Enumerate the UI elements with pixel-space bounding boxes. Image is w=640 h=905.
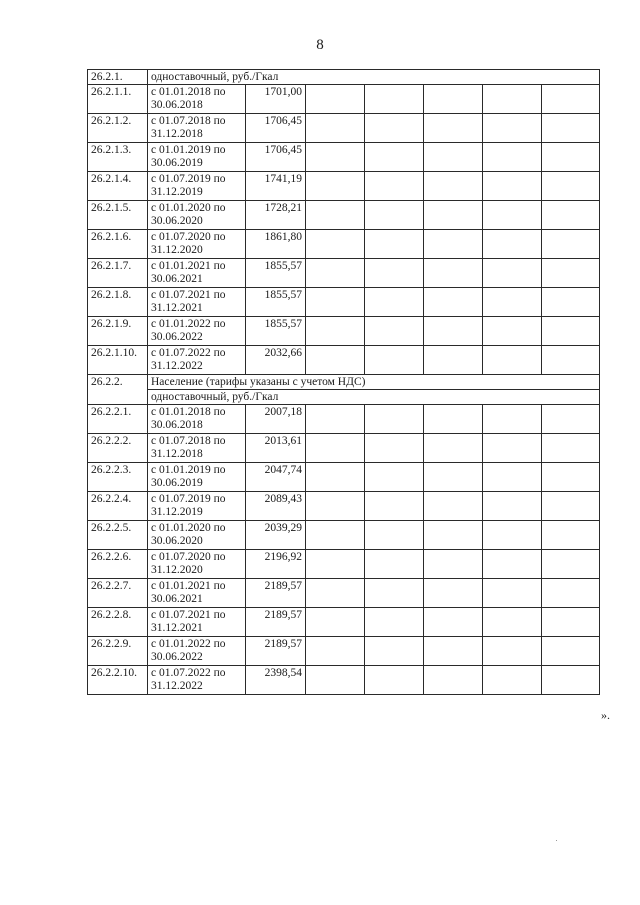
page-number: 8 <box>316 37 324 53</box>
empty-cell <box>424 608 483 637</box>
row-value: 1706,45 <box>246 143 306 172</box>
empty-cell <box>542 85 600 114</box>
row-code: 26.2.2.3. <box>88 463 148 492</box>
empty-cell <box>483 143 542 172</box>
row-period: с 01.01.2019 по 30.06.2019 <box>148 463 246 492</box>
row-period: с 01.07.2020 по 31.12.2020 <box>148 230 246 259</box>
empty-cell <box>424 230 483 259</box>
empty-cell <box>365 317 424 346</box>
table-row <box>88 259 600 288</box>
empty-cell <box>424 346 483 375</box>
group-header-row <box>88 375 600 390</box>
empty-cell <box>424 666 483 695</box>
empty-cell <box>424 637 483 666</box>
empty-cell <box>306 230 365 259</box>
group-code: 26.2.2. <box>88 375 148 405</box>
empty-cell <box>483 666 542 695</box>
table-row <box>88 434 600 463</box>
empty-cell <box>424 405 483 434</box>
row-value: 1701,00 <box>246 85 306 114</box>
row-value: 2007,18 <box>246 405 306 434</box>
empty-cell <box>306 259 365 288</box>
row-code: 26.2.2.9. <box>88 637 148 666</box>
empty-cell <box>483 550 542 579</box>
table-row <box>88 85 600 114</box>
row-code: 26.2.2.10. <box>88 666 148 695</box>
empty-cell <box>424 579 483 608</box>
table-row <box>88 405 600 434</box>
row-code: 26.2.2.5. <box>88 521 148 550</box>
empty-cell <box>542 434 600 463</box>
row-period: с 01.01.2022 по 30.06.2022 <box>148 317 246 346</box>
group-subheader-row <box>88 390 600 405</box>
empty-cell <box>424 317 483 346</box>
row-code: 26.2.1.8. <box>88 288 148 317</box>
empty-cell <box>424 201 483 230</box>
row-period: с 01.01.2020 по 30.06.2020 <box>148 521 246 550</box>
empty-cell <box>306 85 365 114</box>
table-row <box>88 230 600 259</box>
empty-cell <box>542 259 600 288</box>
row-value: 2189,57 <box>246 579 306 608</box>
empty-cell <box>365 85 424 114</box>
empty-cell <box>306 288 365 317</box>
row-period: с 01.07.2021 по 31.12.2021 <box>148 608 246 637</box>
empty-cell <box>365 550 424 579</box>
row-value: 2089,43 <box>246 492 306 521</box>
empty-cell <box>365 405 424 434</box>
table-row <box>88 666 600 695</box>
empty-cell <box>365 666 424 695</box>
row-code: 26.2.1.2. <box>88 114 148 143</box>
group-header-row <box>88 70 600 85</box>
empty-cell <box>542 492 600 521</box>
empty-cell <box>365 463 424 492</box>
row-period: с 01.07.2021 по 31.12.2021 <box>148 288 246 317</box>
row-code: 26.2.1.10. <box>88 346 148 375</box>
empty-cell <box>542 405 600 434</box>
empty-cell <box>483 637 542 666</box>
row-period: с 01.07.2019 по 31.12.2019 <box>148 172 246 201</box>
empty-cell <box>542 201 600 230</box>
row-code: 26.2.1.6. <box>88 230 148 259</box>
row-value: 2039,29 <box>246 521 306 550</box>
empty-cell <box>542 114 600 143</box>
empty-cell <box>424 259 483 288</box>
row-period: с 01.07.2019 по 31.12.2019 <box>148 492 246 521</box>
row-period: с 01.07.2018 по 31.12.2018 <box>148 114 246 143</box>
table-row <box>88 492 600 521</box>
empty-cell <box>365 143 424 172</box>
group-code: 26.2.1. <box>88 70 148 85</box>
empty-cell <box>424 463 483 492</box>
empty-cell <box>306 579 365 608</box>
empty-cell <box>306 463 365 492</box>
empty-cell <box>306 143 365 172</box>
row-value: 2032,66 <box>246 346 306 375</box>
row-period: с 01.01.2018 по 30.06.2018 <box>148 85 246 114</box>
group-title: одноставочный, руб./Гкал <box>148 70 600 85</box>
empty-cell <box>365 346 424 375</box>
row-value: 2398,54 <box>246 666 306 695</box>
empty-cell <box>424 114 483 143</box>
table-row <box>88 201 600 230</box>
empty-cell <box>365 114 424 143</box>
empty-cell <box>365 288 424 317</box>
empty-cell <box>424 521 483 550</box>
empty-cell <box>365 608 424 637</box>
row-code: 26.2.1.1. <box>88 85 148 114</box>
empty-cell <box>483 230 542 259</box>
row-value: 1855,57 <box>246 317 306 346</box>
row-period: с 01.01.2018 по 30.06.2018 <box>148 405 246 434</box>
tariff-table <box>87 69 600 695</box>
empty-cell <box>365 637 424 666</box>
row-code: 26.2.1.7. <box>88 259 148 288</box>
table-row <box>88 114 600 143</box>
empty-cell <box>306 114 365 143</box>
empty-cell <box>306 550 365 579</box>
table-row <box>88 637 600 666</box>
empty-cell <box>542 172 600 201</box>
row-code: 26.2.2.8. <box>88 608 148 637</box>
empty-cell <box>542 666 600 695</box>
table-row <box>88 346 600 375</box>
empty-cell <box>306 637 365 666</box>
empty-cell <box>365 434 424 463</box>
empty-cell <box>306 172 365 201</box>
closing-quote-mark: ». <box>601 708 610 722</box>
row-value: 1741,19 <box>246 172 306 201</box>
empty-cell <box>483 259 542 288</box>
empty-cell <box>306 492 365 521</box>
empty-cell <box>365 521 424 550</box>
empty-cell <box>424 172 483 201</box>
scan-artifact-dot <box>556 840 557 841</box>
row-code: 26.2.1.5. <box>88 201 148 230</box>
empty-cell <box>424 143 483 172</box>
empty-cell <box>542 230 600 259</box>
row-period: с 01.01.2019 по 30.06.2019 <box>148 143 246 172</box>
empty-cell <box>424 492 483 521</box>
table-row <box>88 172 600 201</box>
empty-cell <box>365 172 424 201</box>
empty-cell <box>483 317 542 346</box>
row-value: 2189,57 <box>246 637 306 666</box>
table-row <box>88 463 600 492</box>
empty-cell <box>306 521 365 550</box>
empty-cell <box>542 608 600 637</box>
empty-cell <box>365 201 424 230</box>
empty-cell <box>542 521 600 550</box>
row-value: 2189,57 <box>246 608 306 637</box>
row-value: 2196,92 <box>246 550 306 579</box>
row-period: с 01.01.2021 по 30.06.2021 <box>148 259 246 288</box>
empty-cell <box>306 346 365 375</box>
table-body <box>88 70 600 695</box>
row-value: 1855,57 <box>246 259 306 288</box>
empty-cell <box>542 550 600 579</box>
empty-cell <box>483 172 542 201</box>
table-row <box>88 550 600 579</box>
empty-cell <box>483 434 542 463</box>
row-value: 2013,61 <box>246 434 306 463</box>
empty-cell <box>365 259 424 288</box>
empty-cell <box>483 608 542 637</box>
table-row <box>88 288 600 317</box>
row-value: 1728,21 <box>246 201 306 230</box>
empty-cell <box>483 492 542 521</box>
row-code: 26.2.2.4. <box>88 492 148 521</box>
row-code: 26.2.2.6. <box>88 550 148 579</box>
empty-cell <box>365 230 424 259</box>
table-row <box>88 608 600 637</box>
empty-cell <box>483 85 542 114</box>
empty-cell <box>542 346 600 375</box>
empty-cell <box>483 463 542 492</box>
row-code: 26.2.2.7. <box>88 579 148 608</box>
empty-cell <box>306 405 365 434</box>
row-period: с 01.01.2020 по 30.06.2020 <box>148 201 246 230</box>
empty-cell <box>306 317 365 346</box>
group-subtitle: одноставочный, руб./Гкал <box>148 390 600 405</box>
empty-cell <box>483 201 542 230</box>
group-title: Население (тарифы указаны с учетом НДС) <box>148 375 600 390</box>
empty-cell <box>483 288 542 317</box>
empty-cell <box>483 346 542 375</box>
empty-cell <box>306 666 365 695</box>
empty-cell <box>424 434 483 463</box>
empty-cell <box>542 143 600 172</box>
empty-cell <box>365 579 424 608</box>
empty-cell <box>306 201 365 230</box>
row-period: с 01.01.2021 по 30.06.2021 <box>148 579 246 608</box>
empty-cell <box>542 579 600 608</box>
table-row <box>88 143 600 172</box>
row-period: с 01.07.2022 по 31.12.2022 <box>148 666 246 695</box>
row-period: с 01.01.2022 по 30.06.2022 <box>148 637 246 666</box>
empty-cell <box>483 405 542 434</box>
row-code: 26.2.1.3. <box>88 143 148 172</box>
row-value: 2047,74 <box>246 463 306 492</box>
empty-cell <box>542 317 600 346</box>
empty-cell <box>483 579 542 608</box>
empty-cell <box>424 550 483 579</box>
row-value: 1861,80 <box>246 230 306 259</box>
empty-cell <box>424 85 483 114</box>
empty-cell <box>542 288 600 317</box>
row-period: с 01.07.2022 по 31.12.2022 <box>148 346 246 375</box>
row-code: 26.2.1.9. <box>88 317 148 346</box>
empty-cell <box>542 463 600 492</box>
empty-cell <box>542 637 600 666</box>
table-row <box>88 317 600 346</box>
empty-cell <box>306 608 365 637</box>
row-period: с 01.07.2020 по 31.12.2020 <box>148 550 246 579</box>
row-code: 26.2.2.1. <box>88 405 148 434</box>
row-value: 1855,57 <box>246 288 306 317</box>
empty-cell <box>483 521 542 550</box>
empty-cell <box>424 288 483 317</box>
table-row <box>88 521 600 550</box>
empty-cell <box>483 114 542 143</box>
row-code: 26.2.2.2. <box>88 434 148 463</box>
row-period: с 01.07.2018 по 31.12.2018 <box>148 434 246 463</box>
table-row <box>88 579 600 608</box>
row-code: 26.2.1.4. <box>88 172 148 201</box>
row-value: 1706,45 <box>246 114 306 143</box>
empty-cell <box>365 492 424 521</box>
empty-cell <box>306 434 365 463</box>
